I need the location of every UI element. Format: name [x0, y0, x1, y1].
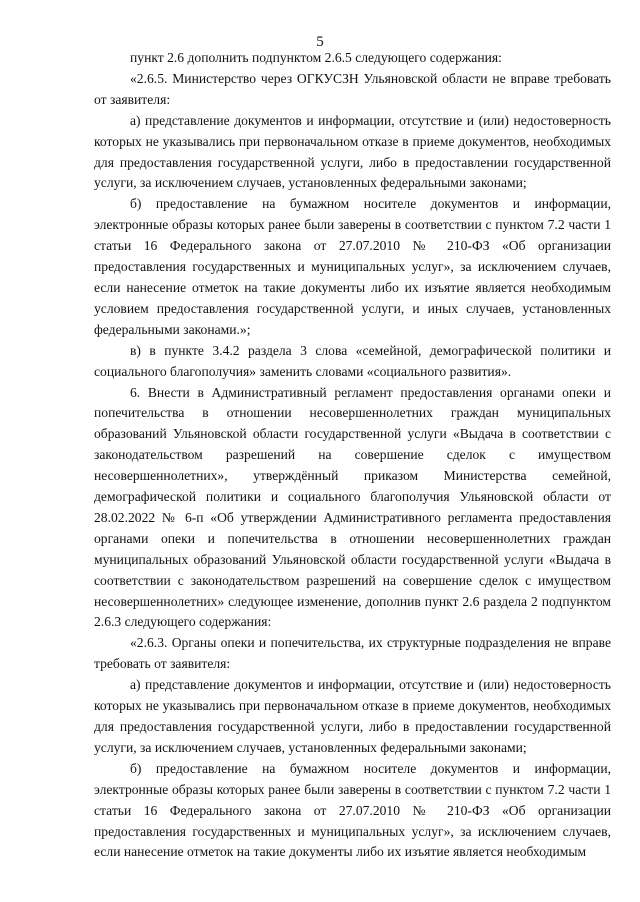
- document-body: [94, 48, 611, 863]
- page-number: 5: [316, 34, 324, 50]
- paragraph-item-6: 6. Внести в Административный регламент предоставления органами опеки и попечительства в отношении несовершеннолетних граждан муниципальных образований Ульяновской области государственной услуги «Выдача в соответствии с законодательством разрешений на совершение сделок с имуществом несовершеннолетних», утверждённый приказом Министерства семейной, демографической политики и социального благополучия Ульяновской области от 28.02.2022 № 6-п «Об утверждении Административного регламента предоставления органами опеки и попечительства в отношении несовершеннолетних граждан муниципальных образований Ульяновской области государственной услуги «Выдача в соответствии с законодательством разрешений на совершение сделок с имуществом несовершеннолетних» следующее изменение, дополнив пункт 2.6 раздела 2 подпунктом 2.6.3 следующего содержания:: [94, 384, 611, 630]
- paragraph-v: в) в пункте 3.4.2 раздела 3 слова «семейной, демографической политики и социального благополучия» заменить словами «социального развития».: [94, 342, 611, 379]
- paragraph-2-6-3: «2.6.3. Органы опеки и попечительства, их структурные подразделения не вправе требовать от заявителя:: [94, 635, 611, 672]
- paragraph-intro: пункт 2.6 дополнить подпунктом 2.6.5 следующего содержания:: [130, 50, 502, 65]
- paragraph-2-6-5: «2.6.5. Министерство через ОГКУСЗН Ульяновской области не вправе требовать от заявителя:: [94, 70, 611, 107]
- paragraph-2-6-3-b: б) предоставление на бумажном носителе документов и информации, электронные образы которых ранее были заверены в соответствии с пунктом 7.2 части 1 статьи 16 Федерального закона от 27.07.2010 № 210-ФЗ «Об организации предоставления государственных и муниципальных услуг», за исключением случаев, если нанесение отметок на такие документы либо их изъятие является необходимым: [94, 760, 611, 860]
- paragraph-2-6-5-b: б) предоставление на бумажном носителе документов и информации, электронные образы которых ранее были заверены в соответствии с пунктом 7.2 части 1 статьи 16 Федерального закона от 27.07.2010 № 210-ФЗ «Об организации предоставления государственных и муниципальных услуг», за исключением случаев, если нанесение отметок на такие документы либо их изъятие является необходимым условием предоставления государственной услуги, и иных случаев, установленных федеральными законами.»;: [94, 196, 611, 337]
- paragraph-2-6-5-a: а) представление документов и информации, отсутствие и (или) недостоверность которых не указывались при первоначальном отказе в приеме документов, необходимых для предоставления государственной услуги, либо в предоставлении государственной услуги, за исключением случаев, установленных федеральными законами;: [94, 112, 611, 191]
- paragraph-2-6-3-a: а) представление документов и информации, отсутствие и (или) недостоверность которых не указывались при первоначальном отказе в приеме документов, необходимых для предоставления государственной услуги, либо в предоставлении государственной услуги, за исключением случаев, установленных федеральными законами;: [94, 677, 611, 755]
